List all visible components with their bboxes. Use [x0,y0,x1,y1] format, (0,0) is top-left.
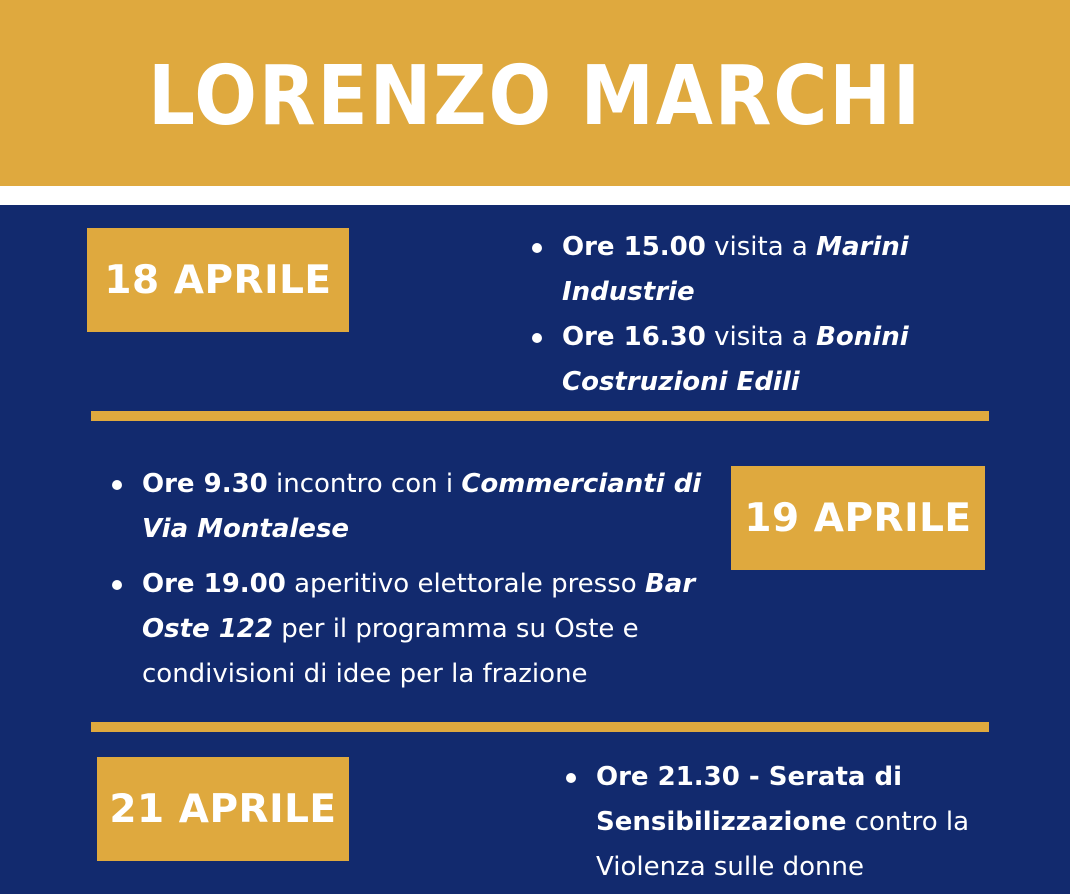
date-badge-18-aprile: 18 APRILE [87,228,349,332]
list-item: Ore 16.30 visita a Bonini Costruzioni Edili [530,315,970,405]
event-list-21-aprile [564,755,1024,890]
list-item: Ore 19.00 aperitivo elettorale presso Bar Oste 122 per il programma su Oste e condivisioni di idee per la frazione [110,562,730,697]
section-divider [91,411,989,421]
event-list-19-aprile [110,462,730,697]
date-badge-19-aprile: 19 APRILE [731,466,985,570]
event-list-18-aprile [530,225,970,405]
list-item: Ore 9.30 incontro con i Commercianti di Via Montalese [110,462,702,552]
list-item: Ore 21.30 - Serata di Sensibilizzazione contro la Violenza sulle donne [564,755,1024,890]
page-title: LORENZO MARCHI [147,48,923,144]
list-item: Ore 15.00 visita a Marini Industrie [530,225,970,315]
header-banner [0,0,1070,186]
date-badge-21-aprile: 21 APRILE [97,757,349,861]
header-divider [0,186,1070,205]
section-divider [91,722,989,732]
